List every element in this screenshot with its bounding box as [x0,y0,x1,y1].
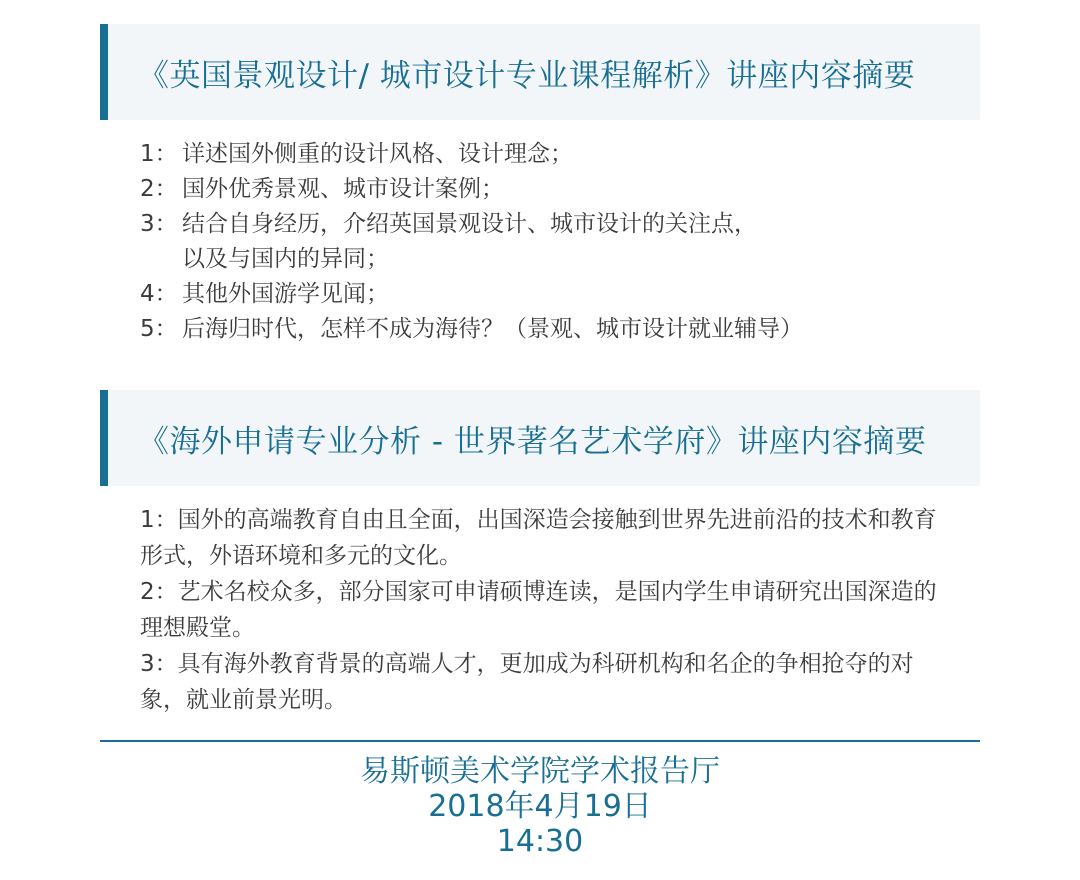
list-item [140,172,940,207]
item-text: 结合自身经历，介绍英国景观设计、城市设计的关注点， [182,211,757,237]
section-2-header [100,390,980,486]
item-number: 5： [140,316,178,342]
list-item [140,277,940,312]
footer-time: 14:30 [496,824,584,859]
list-item: 1：国外的高端教育自由且全面，出国深造会接触到世界先进前沿的技术和教育形式，外语环境和多元的文化。 [140,507,937,569]
item-number: 3： [140,211,178,237]
item-text: 后海归时代，怎样不成为海待？（景观、城市设计就业辅导） [182,316,803,342]
list-item: 2：艺术名校众多，部分国家可申请硕博连读，是国内学生申请研究出国深造的理想殿堂。 [140,579,937,641]
item-text: 国外优秀景观、城市设计案例； [182,176,504,202]
footer-venue: 易斯顿美术学院学术报告厅 [360,754,720,789]
list-item [140,137,940,172]
item-text: 其他外国游学见闻； [182,281,389,307]
item-text-continuation: 以及与国内的异同； [182,246,389,272]
item-number: 2： [140,176,178,202]
item-text: 详述国外侧重的设计风格、设计理念； [182,141,573,167]
footer-divider [100,740,980,742]
section-1-header [100,24,980,120]
section-2-accent-bar [100,390,108,486]
section-1-title: 《英国景观设计/ 城市设计专业课程解析》讲座内容摘要 [138,57,916,94]
footer-date: 2018年4月19日 [428,789,652,824]
section-1-accent-bar [100,24,108,120]
list-item [140,312,940,347]
section-1-list [140,137,940,347]
list-item: 3：具有海外教育背景的高端人才，更加成为科研机构和名企的争相抢夺的对象，就业前景光明。 [140,651,914,713]
item-number: 4： [140,281,178,307]
list-item [140,207,940,277]
section-2-title: 《海外申请专业分析 - 世界著名艺术学府》讲座内容摘要 [138,423,927,460]
item-number: 1： [140,141,178,167]
section-2-list [140,502,940,718]
